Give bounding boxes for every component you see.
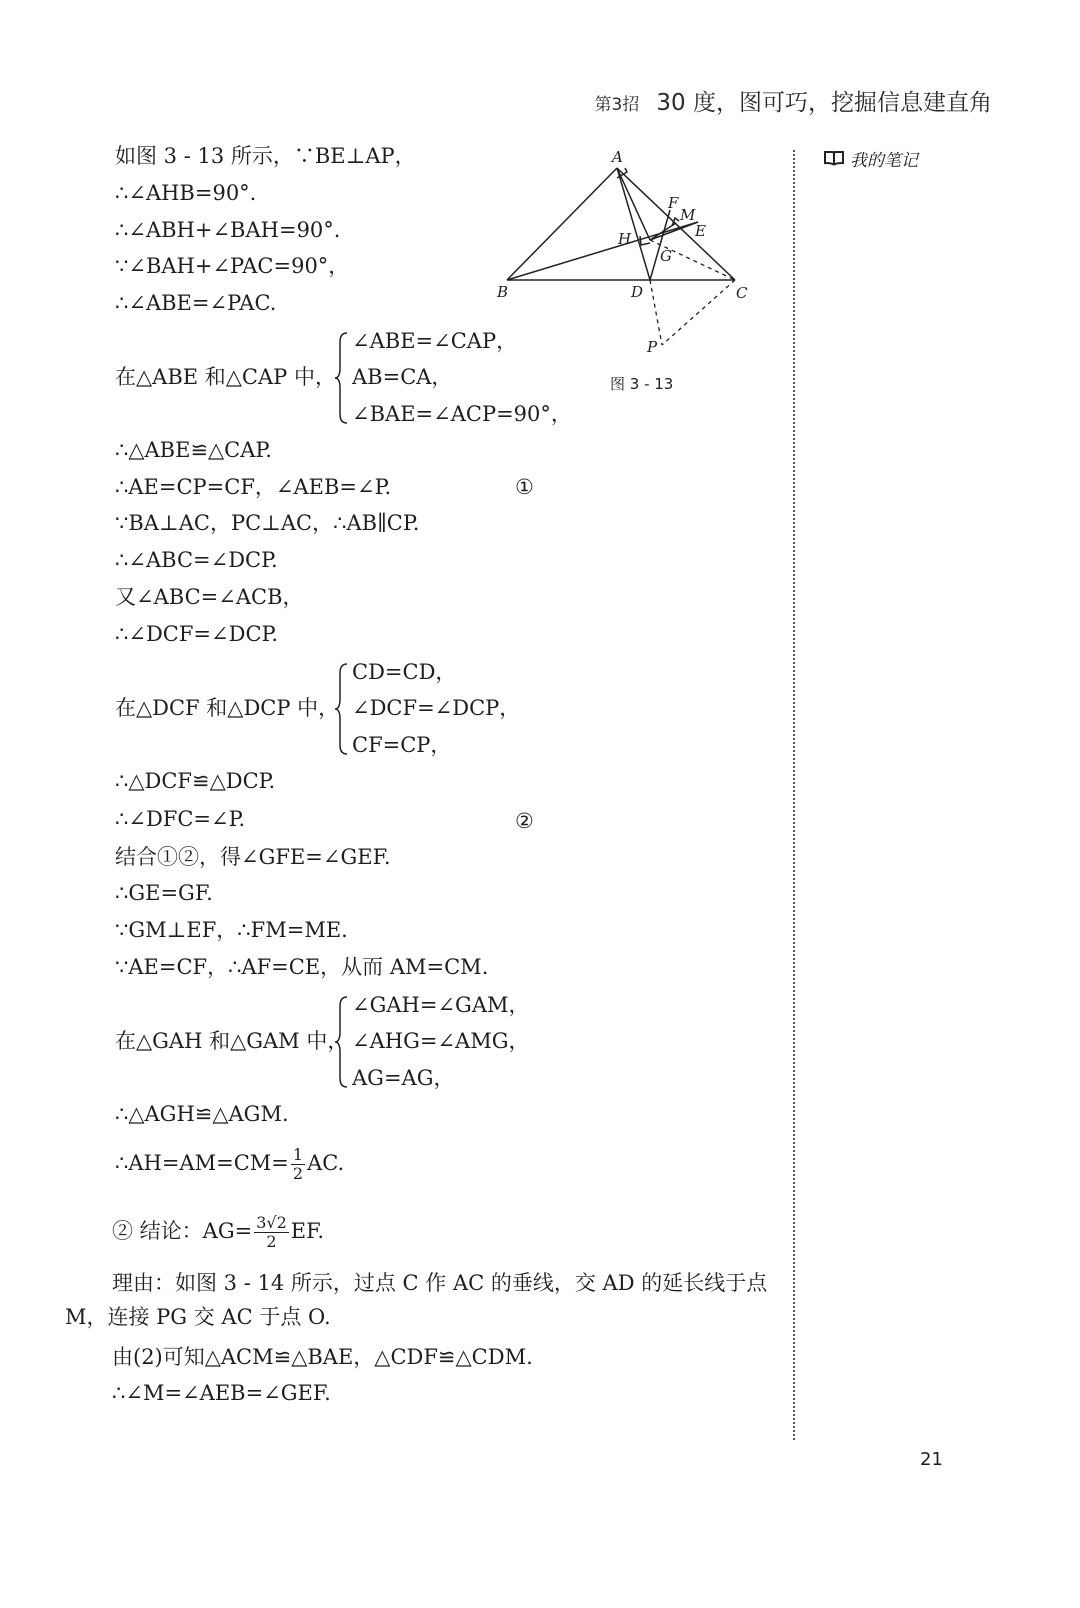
proof-line: ∴△ABE≌△CAP. — [115, 438, 272, 462]
system-line: ∠BAE=∠ACP=90°， — [352, 402, 572, 426]
proof-line: ∴△DCF≌△DCP. — [115, 769, 276, 793]
proof-line: ∴GE=GF. — [115, 881, 213, 905]
figure-caption: 图 3 - 13 — [610, 375, 674, 393]
system-label: 在△GAH 和△GAM 中， — [115, 1029, 349, 1053]
fraction-numerator: 3√2 — [256, 1213, 287, 1232]
system-line: ∠GAH=∠GAM， — [352, 993, 530, 1017]
system-line: ∠DCF=∠DCP， — [352, 696, 521, 720]
proof-line: ∵AE=CF，∴AF=CE，从而 AM=CM. — [115, 955, 489, 979]
proof-line: ∴AE=CP=CF，∠AEB=∠P. — [115, 475, 392, 499]
proof-line: ∴∠ABE=∠PAC. — [115, 291, 277, 315]
notes-heading — [824, 146, 918, 171]
notes-title: 我的笔记 — [850, 151, 918, 171]
label-M: M — [680, 206, 696, 224]
system-line: CD=CD， — [352, 660, 457, 684]
conclusion-prefix: ② 结论：AG= — [112, 1219, 253, 1243]
label-C: C — [736, 284, 748, 302]
label-H: H — [618, 230, 632, 248]
proof-line: ∴∠ABH+∠BAH=90°. — [115, 218, 341, 242]
proof-line: 由(2)可知△ACM≌△BAE，△CDF≌△CDM. — [112, 1345, 533, 1369]
fraction-numerator: 1 — [292, 1145, 304, 1164]
label-A: A — [612, 148, 623, 166]
left-brace — [334, 994, 350, 1090]
conclusion-line — [112, 1214, 324, 1251]
chapter-title: 30 度，图可巧，挖掘信息建直角 — [656, 90, 992, 116]
label-E: E — [695, 222, 706, 240]
proof-line: ∵∠BAH+∠PAC=90°， — [115, 254, 350, 278]
segment-DP — [650, 280, 662, 345]
chapter-label: 第3招 — [594, 95, 640, 115]
proof-line: ∴∠ABC=∠DCP. — [115, 548, 278, 572]
system-line: AB=CA， — [352, 365, 453, 389]
system-label: 在△DCF 和△DCP 中， — [115, 696, 340, 720]
left-brace — [334, 330, 350, 426]
proof-line: 又∠ABC=∠ACB， — [115, 585, 304, 609]
fraction-one-half — [291, 1146, 305, 1183]
book-icon — [824, 150, 844, 171]
system-line: CF=CP， — [352, 733, 452, 757]
system-line: ∠ABE=∠CAP， — [352, 329, 518, 353]
conclusion-suffix: EF. — [290, 1219, 325, 1243]
left-brace — [334, 661, 350, 757]
proof-line: ∴∠DCF=∠DCP. — [115, 622, 279, 646]
proof-line: ∴△AGH≌△AGM. — [115, 1102, 289, 1126]
reason-line: 理由：如图 3 - 14 所示，过点 C 作 AC 的垂线，交 AD 的延长线于点 — [112, 1271, 768, 1295]
system-label: 在△ABE 和△CAP 中， — [115, 365, 336, 389]
label-D: D — [631, 283, 644, 301]
fraction-suffix: AC. — [307, 1151, 345, 1175]
proof-line: 如图 3 - 13 所示，∵BE⊥AP， — [115, 144, 416, 168]
proof-line: ∴∠AHB=90°. — [115, 181, 257, 205]
geometry-figure — [497, 145, 760, 365]
proof-line-fraction — [115, 1146, 344, 1183]
label-G: G — [660, 247, 672, 265]
label-F: F — [668, 194, 679, 212]
reason-line: M，连接 PG 交 AC 于点 O. — [65, 1305, 331, 1329]
margin-divider — [793, 150, 795, 1440]
proof-line: 结合①②，得∠GFE=∠GEF. — [115, 845, 391, 869]
circled-marker-1: ① — [515, 475, 534, 499]
page-number: 21 — [920, 1449, 943, 1470]
fraction-three-root-two-over-two — [254, 1214, 289, 1251]
proof-line: ∴∠DFC=∠P. — [115, 807, 246, 831]
segment-AC — [617, 168, 735, 280]
segment-CP — [662, 280, 735, 345]
proof-line: ∵BA⊥AC，PC⊥AC，∴AB∥CP. — [115, 511, 420, 535]
system-line: ∠AHG=∠AMG， — [352, 1029, 530, 1053]
right-angle-mark-M — [672, 218, 679, 226]
system-line: AG=AG， — [352, 1066, 455, 1090]
circled-marker-2: ② — [515, 809, 534, 833]
fraction-denominator: 2 — [266, 1232, 277, 1251]
segment-AD — [617, 168, 650, 280]
proof-line: ∵GM⊥EF，∴FM=ME. — [115, 918, 348, 942]
fraction-denominator: 2 — [292, 1164, 304, 1183]
label-P: P — [647, 338, 658, 356]
label-B: B — [497, 283, 509, 301]
fraction-prefix: ∴AH=AM=CM= — [115, 1151, 289, 1175]
running-header — [595, 84, 993, 117]
proof-line: ∴∠M=∠AEB=∠GEF. — [112, 1381, 331, 1405]
